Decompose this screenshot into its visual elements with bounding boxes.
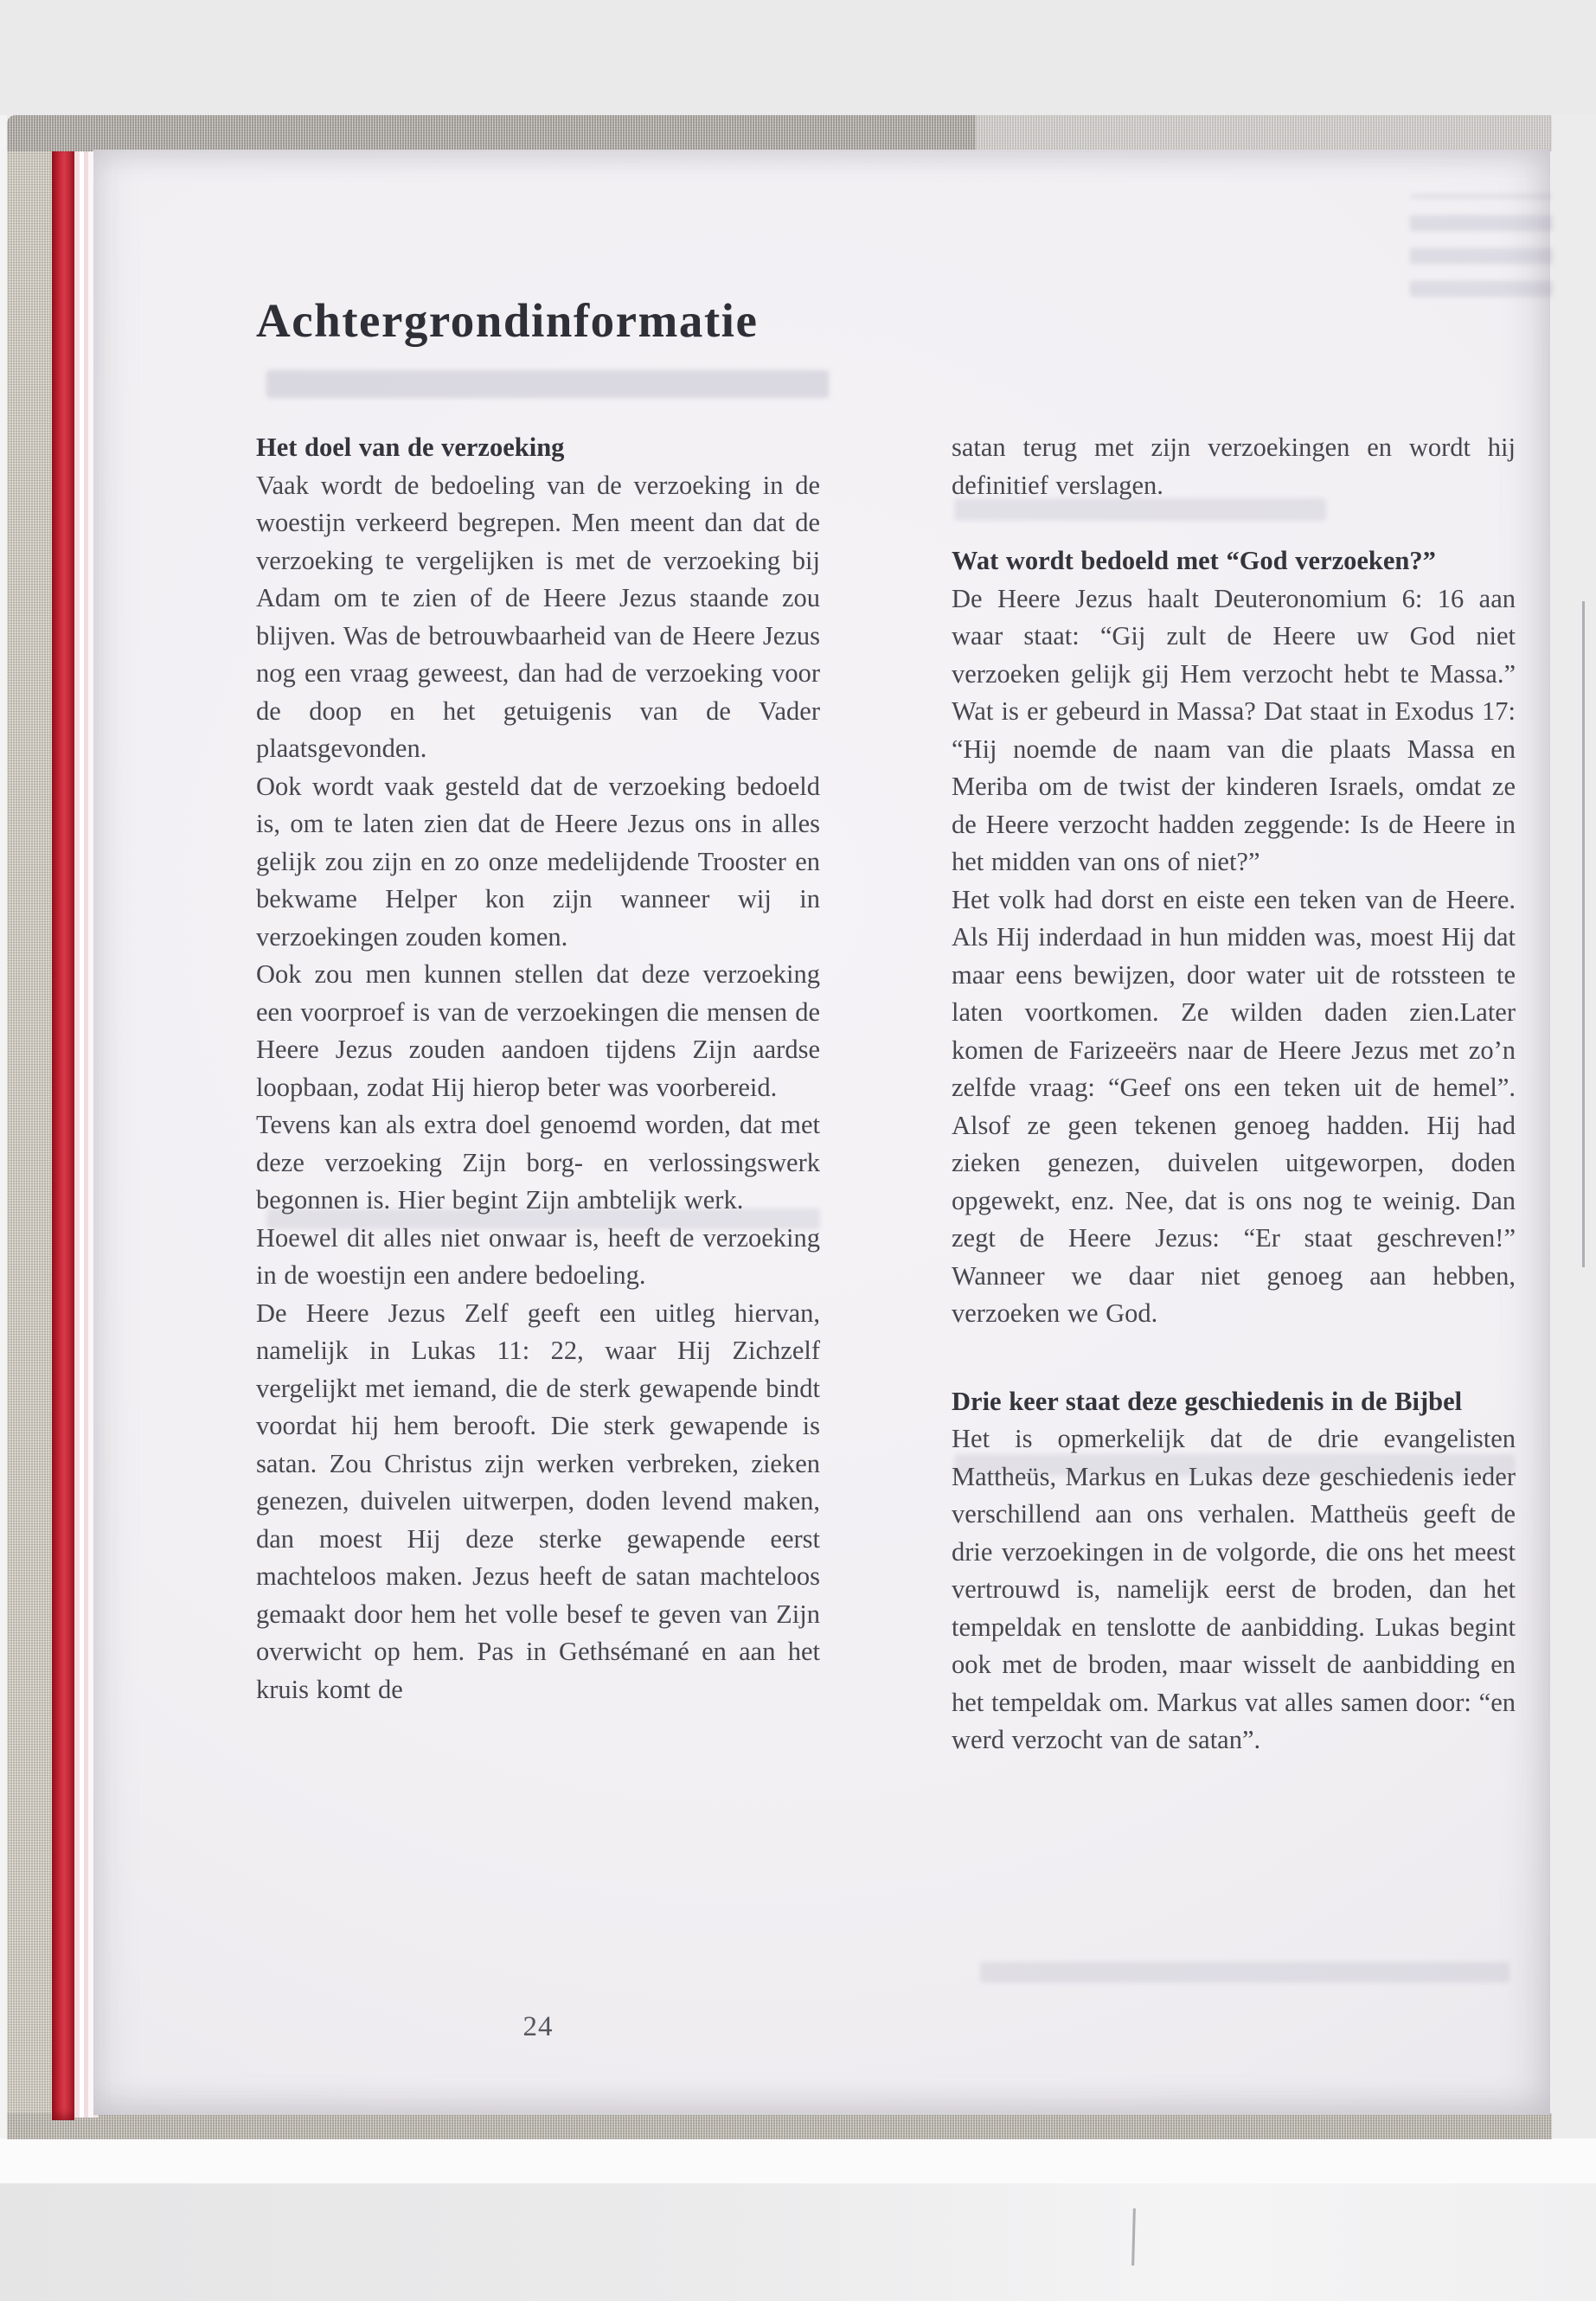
section-heading-god-verzoeken: Wat wordt bedoeld met “God verzoeken?” <box>952 546 1436 575</box>
left-column-heading: Het doel van de verzoeking <box>256 433 565 462</box>
bleed-through-text <box>980 1962 1509 1983</box>
book-cover-top-edge <box>7 115 1552 151</box>
red-fore-edge <box>52 141 74 2120</box>
scan-artifact-edge-line <box>1582 601 1585 1267</box>
paragraph: Het volk had dorst en eiste een teken van de Heere. Als Hij inderdaad in hun midden was, moest Hij dat maar eens bewijzen, door water uit de rotssteen te laten voortkomen. Ze wilden daden zien.Later komen de Farizeeërs naar de Heere Jezus met zo’n zelfde vraag: “Geef ons een teken uit de hemel”. Alsof ze geen tekenen genoeg hadden. Hij had zieken genezen, duivelen uitgeworpen, doden opgewekt, enz. Nee, dat is ons nog te weinig. Dan zegt de Heere Jezus: “Er staat geschreven!” Wanneer we daar niet genoeg aan hebben, verzoeken we God. <box>952 884 1516 1328</box>
bleed-through-text <box>1410 195 1553 297</box>
page-number: 24 <box>522 2011 554 2042</box>
scan-background-white-band <box>0 2138 1596 2183</box>
scan-background-top <box>0 0 1596 115</box>
right-column <box>952 429 1516 1759</box>
paragraph: Het is opmerkelijk dat de drie evangelisten Mattheüs, Markus en Lukas deze geschiedenis ieder verschillend aan ons verhalen. Mattheüs geeft de drie verzoekingen in de volgorde, die ons het meest vertrouwd is, namelijk eerst de broden, dan het tempeldak en tenslotte de aanbidding. Lukas begint ook met de broden, maar wisselt de aanbidding en het tempeldak om. Markus vat alles samen door: “en werd verzocht van de satan”. <box>952 1424 1516 1754</box>
paragraph: De Heere Jezus Zelf geeft een uitleg hiervan, namelijk in Lukas 11: 22, waar Hij Zichzelf vergelijkt met iemand, die de sterk gewapende bindt voordat hij hem berooft. Die sterk gewapende is satan. Zou Christus zijn werken verbreken, zieken genezen, duivelen uitwerpen, doden levend maken, dan moest Hij deze sterke gewapende eerst machteloos maken. Jezus heeft de satan machteloos gemaakt door hem het volle besef te geven van Zijn overwicht op hem. Pas in Gethsémané en aan het kruis komt de <box>256 1298 820 1704</box>
paragraph: De Heere Jezus haalt Deuteronomium 6: 16 aan waar staat: “Gij zult de Heere uw God niet verzoeken gelijk gij Hem verzocht hebt te Massa.” Wat is er gebeurd in Massa? Dat staat in Exodus 17: “Hij noemde de naam van die plaats Massa en Meriba om de twist der kinderen Israels, omdat ze de Heere verzocht hadden zeggende: Is de Heere in het midden van ons of niet?” <box>952 583 1516 876</box>
paragraph: Tevens kan als extra doel genoemd worden, dat met deze verzoeking Zijn borg- en verlossingswerk begonnen is. Hier begint Zijn ambtelijk werk. <box>256 1110 820 1215</box>
section-heading-drie-keer: Drie keer staat deze geschiedenis in de Bijbel <box>952 1386 1463 1416</box>
paragraph: Vaak wordt de bedoeling van de verzoeking in de woestijn verkeerd begrepen. Men meent dan dat de verzoeking te vergelijken is met de verzoeking bij Adam om te zien of de Heere Jezus staande zou blijven. Was de betrouwbaarheid van de Heere Jezus nog een vraag geweest, dan had de verzoeking voor de doop en het getuigenis van de Vader plaatsgevonden. <box>256 470 820 763</box>
book-cover-left-edge <box>7 146 54 2139</box>
book <box>7 115 1552 2139</box>
paragraph: Hoewel dit alles niet onwaar is, heeft de verzoeking in de woestijn een andere bedoeling. <box>256 1222 820 1290</box>
book-cover-top-edge-highlight <box>976 115 1552 151</box>
paragraph: Ook wordt vaak gesteld dat de verzoeking bedoeld is, om te laten zien dat de Heere Jezus ons in alles gelijk zou zijn en zo onze medelijdende Trooster en bekwame Helper kon zijn wanneer wij in verzoekingen zouden komen. <box>256 771 820 952</box>
bleed-through-text <box>266 370 829 398</box>
book-page <box>93 150 1550 2115</box>
page-title: Achtergrondinformatie <box>256 294 759 347</box>
book-cover-bottom-edge <box>7 2113 1552 2139</box>
left-column <box>256 429 820 1759</box>
scan-background-bottom <box>0 2183 1596 2301</box>
scan-background-left-sliver <box>0 115 7 2148</box>
continuation-paragraph: satan terug met zijn verzoekingen en wordt hij definitief verslagen. <box>952 433 1516 500</box>
paragraph: Ook zou men kunnen stellen dat deze verzoeking een voorproef is van de verzoekingen die mensen de Heere Jezus zouden aandoen tijdens Zijn aardse loopbaan, zodat Hij hierop beter was voorbereid. <box>256 959 820 1102</box>
text-columns <box>256 429 1516 1759</box>
